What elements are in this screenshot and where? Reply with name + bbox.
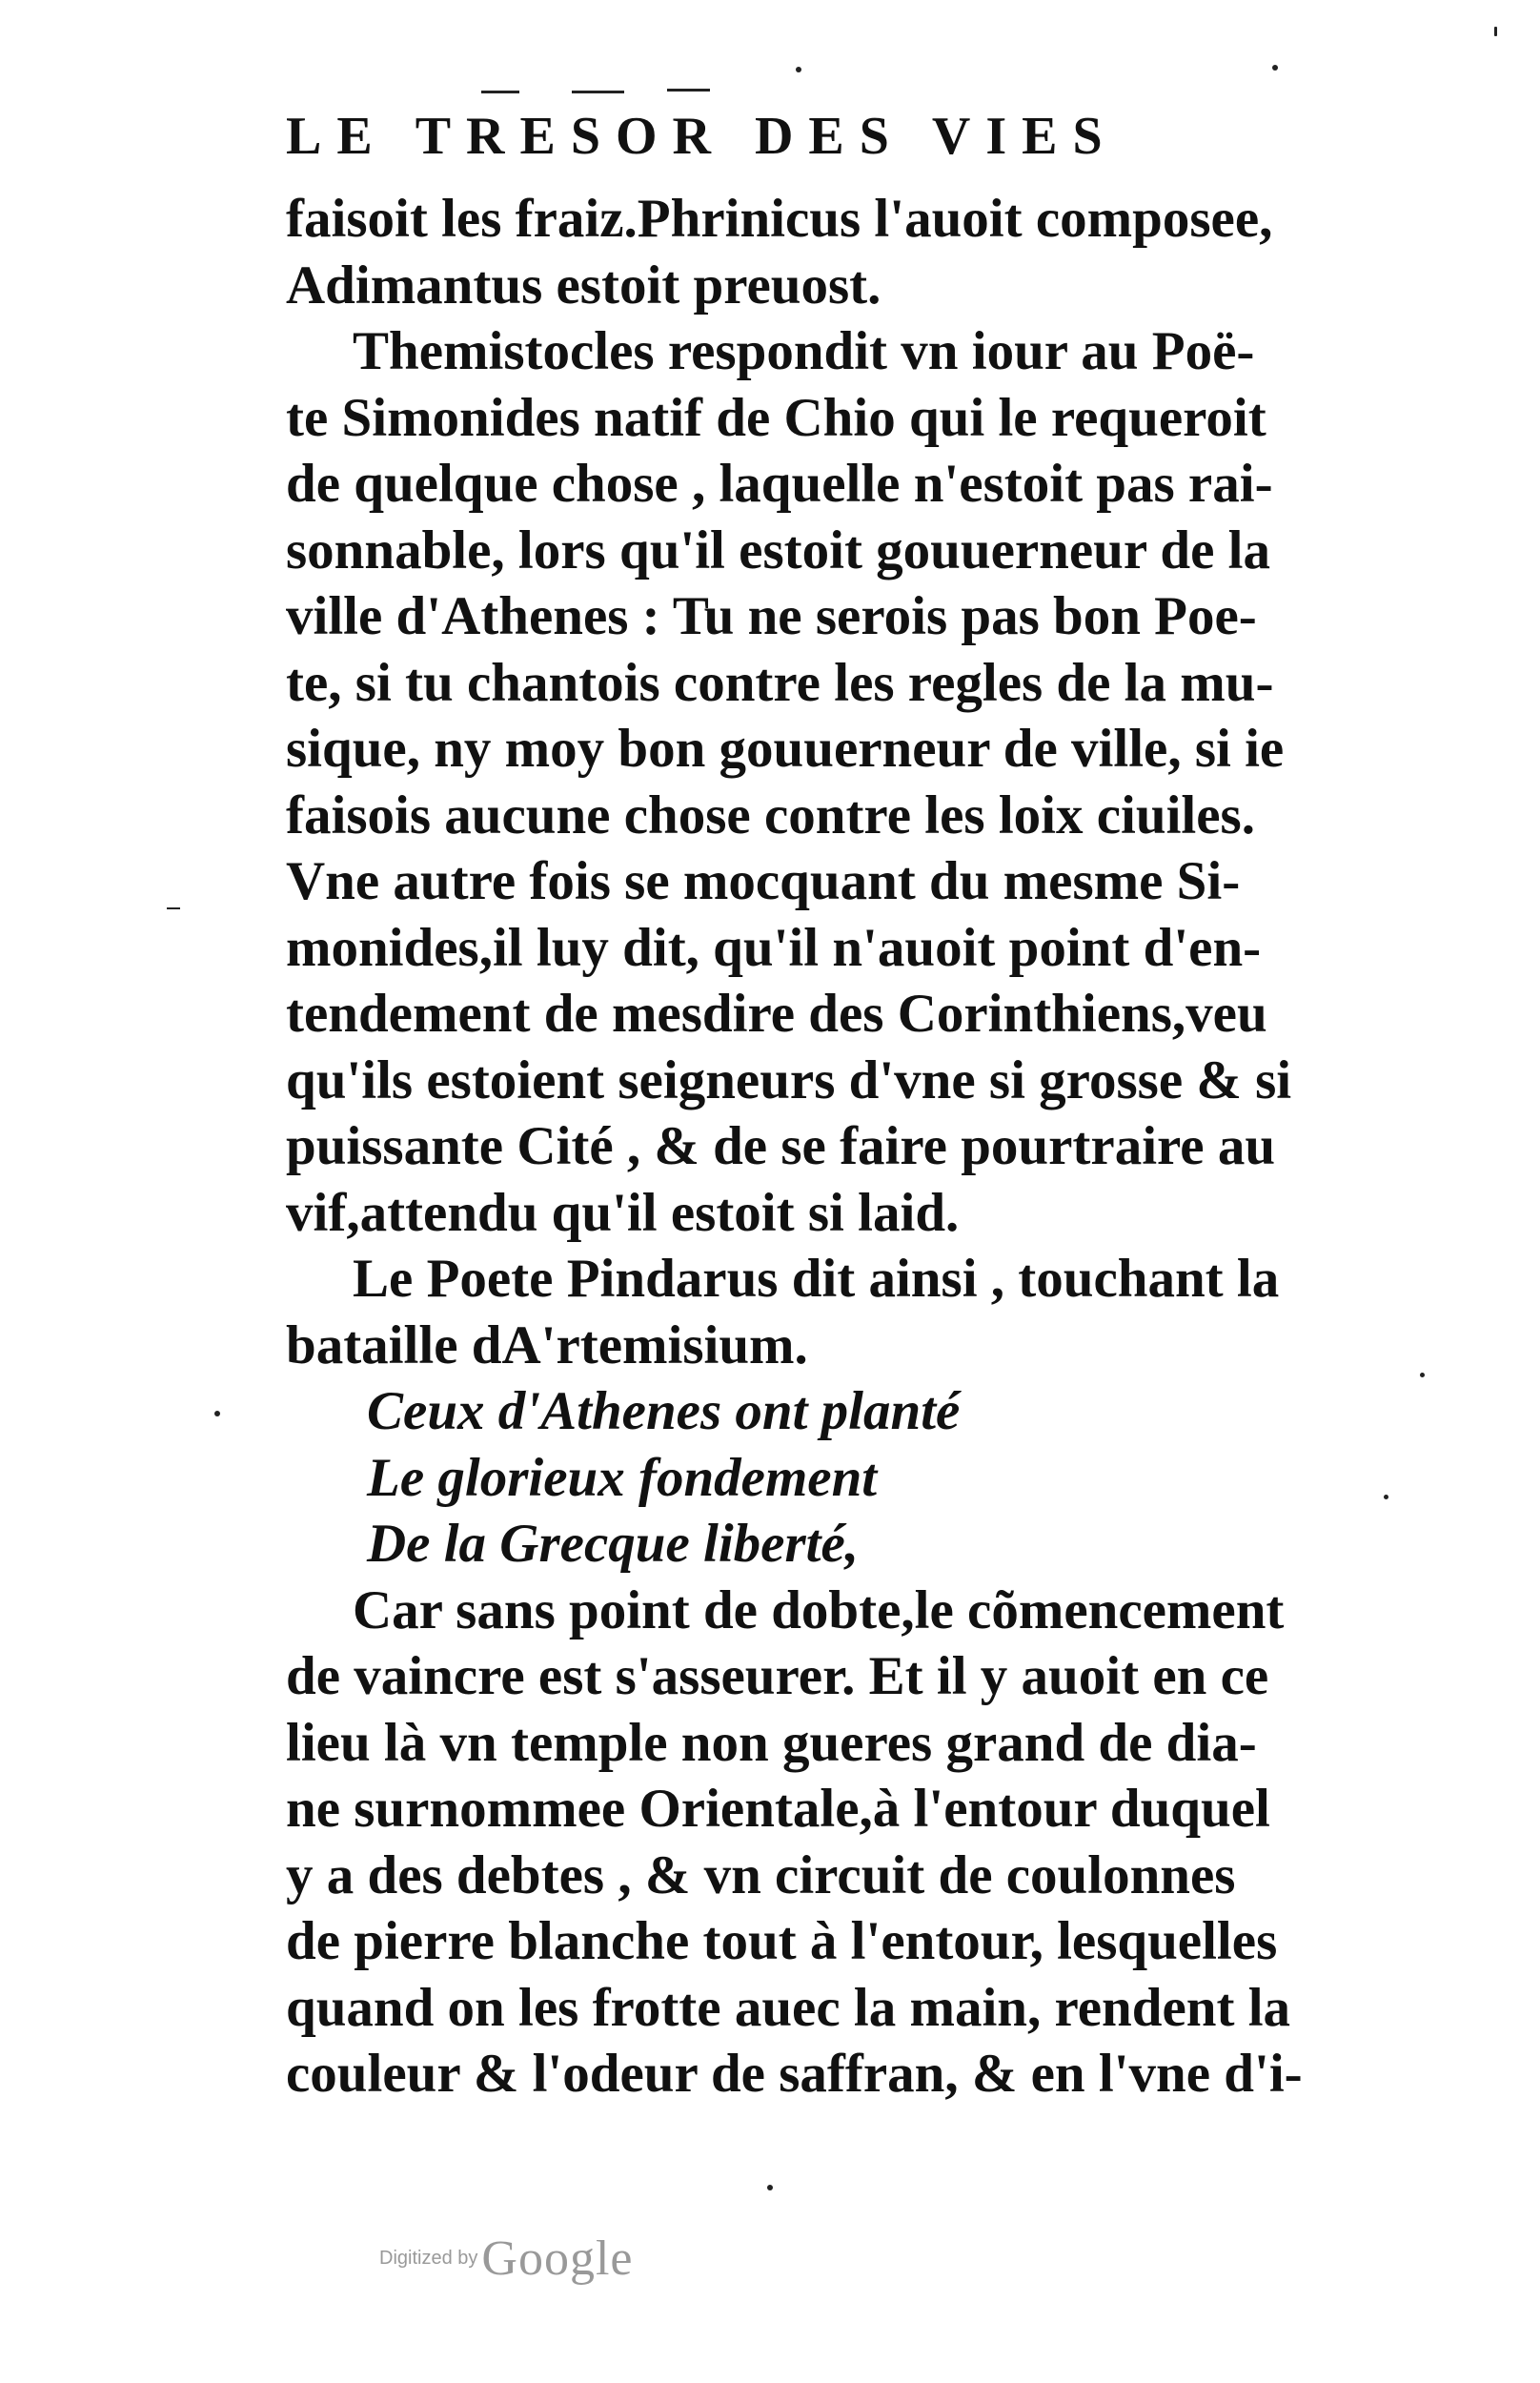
text-line: y a des debtes , & vn circuit de coulonnes <box>286 1844 1236 1905</box>
scan-mark <box>767 2185 773 2190</box>
text-line: lieu là vn temple non gueres grand de dia- <box>286 1712 1257 1773</box>
verse-line: Le glorieux fondement <box>367 1447 878 1508</box>
text-line: ne surnommee Orientale,à l'entour duquel <box>286 1779 1270 1839</box>
text-line: sonnable, lors qu'il estoit gouuerneur de la <box>286 519 1270 580</box>
google-logo: Google <box>481 2231 634 2286</box>
text-line: puissante Cité , & de se faire pourtraire au <box>286 1116 1276 1176</box>
text-line: quand on les frotte auec la main, rendent la <box>286 1977 1291 2038</box>
running-header: LE TRESOR DES VIES <box>286 107 1118 166</box>
text-line: monides,il luy dit, qu'il n'auoit point d'en- <box>286 917 1262 978</box>
text-line: Car sans point de dobte,le cõmencement <box>353 1579 1285 1640</box>
text-line: Vne autre fois se mocquant du mesme Si- <box>286 851 1241 911</box>
scan-mark <box>1420 1373 1425 1377</box>
text-line: te Simonides natif de Chio qui le requeroit <box>286 387 1266 448</box>
text-line: te, si tu chantois contre les regles de la mu- <box>286 652 1274 713</box>
scan-mark <box>481 91 519 93</box>
text-line: Themistocles respondit vn iour au Poë- <box>353 321 1255 381</box>
text-line: faisois aucune chose contre les loix ciuiles. <box>286 784 1255 845</box>
scan-mark <box>572 91 624 93</box>
text-line: qu'ils estoient seigneurs d'vne si grosse & si <box>286 1049 1292 1110</box>
verse-line: Ceux d'Athenes ont planté <box>367 1381 961 1441</box>
digitized-label: Digitized by <box>379 2248 478 2269</box>
text-line: sique, ny moy bon gouuerneur de ville, si ie <box>286 719 1285 779</box>
scan-mark <box>1272 65 1278 71</box>
text-line: tendement de mesdire des Corinthiens,veu <box>286 984 1267 1044</box>
verse-line: De la Grecque liberté, <box>367 1514 860 1574</box>
scan-mark <box>214 1411 220 1416</box>
scan-mark <box>1494 27 1497 36</box>
text-line: de pierre blanche tout à l'entour, lesquelles <box>286 1911 1278 1971</box>
scan-mark <box>667 89 710 92</box>
text-line: ville d'Athenes : Tu ne serois pas bon Poe- <box>286 586 1257 646</box>
text-line: faisoit les fraiz.Phrinicus l'auoit composee, <box>286 189 1273 249</box>
text-line: bataille dA'rtemisium. <box>286 1314 808 1375</box>
scan-mark <box>796 67 801 72</box>
text-line: Le Poete Pindarus dit ainsi , touchant la <box>353 1249 1280 1309</box>
scan-mark <box>1384 1495 1388 1499</box>
page-body-text <box>286 186 1458 2108</box>
text-line: vif,attendu qu'il estoit si laid. <box>286 1182 960 1243</box>
text-line: couleur & l'odeur de saffran, & en l'vne d'i- <box>286 2044 1303 2104</box>
text-line: de vaincre est s'asseurer. Et il y auoit en ce <box>286 1646 1269 1706</box>
digitized-by-watermark <box>379 2230 633 2287</box>
text-line: Adimantus estoit preuost. <box>286 255 881 316</box>
text-line: de quelque chose , laquelle n'estoit pas rai- <box>286 454 1273 514</box>
scan-mark <box>167 907 180 909</box>
